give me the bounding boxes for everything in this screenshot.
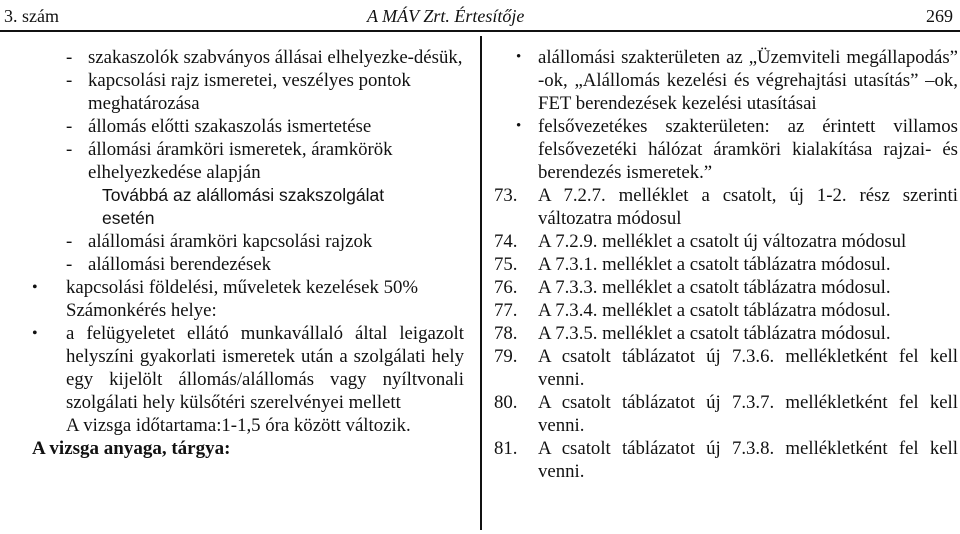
list-item-text: alállomási szakterületen az „Üzemviteli megállapodás” -ok, „Alállomás kezelési és végrehajtási utasítás” –ok, FET berendezések kezelési utasításai [538, 47, 958, 114]
weight-text: kapcsolási földelési, műveletek kezelések 50% [66, 277, 419, 298]
weight-item [32, 276, 464, 299]
numbered-item [494, 299, 958, 322]
numbered-item [494, 437, 958, 483]
numbered-item [494, 276, 958, 299]
numbered-item [494, 391, 958, 437]
list-item [0, 69, 464, 115]
numbered-item [494, 345, 958, 391]
item-text: A 7.3.4. melléklet a csatolt táblázatra módosul. [538, 300, 891, 321]
dash-marker: - [66, 116, 73, 137]
bullet-marker: • [516, 118, 522, 134]
list-item [494, 115, 958, 184]
item-number: 77. [494, 300, 518, 321]
page-number: 269 [926, 6, 953, 26]
exam-heading: A vizsga anyaga, tárgya: [32, 438, 231, 459]
exam-duration: A vizsga időtartama:1-1,5 óra között változik. [66, 415, 411, 436]
header-rule [0, 30, 960, 32]
item-number: 74. [494, 231, 518, 252]
item-text: A 7.2.7. melléklet a csatolt, új 1-2. rész szerinti változatra módosul [538, 185, 958, 229]
right-column [494, 46, 958, 483]
list-item-text: állomási áramköri ismeretek, áramkörök elhelyezkedése alapján [88, 139, 393, 183]
list-item [0, 230, 464, 253]
list-item-text: állomás előtti szakaszolás ismertetése [88, 116, 372, 137]
item-number: 73. [494, 185, 518, 206]
accountability-label: Számonkérés helye: [66, 300, 217, 321]
item-text: A csatolt táblázatot új 7.3.6. mellékletként fel kell venni. [538, 346, 958, 390]
dash-marker: - [66, 47, 73, 68]
item-text: A 7.3.5. melléklet a csatolt táblázatra módosul. [538, 323, 891, 344]
numbered-item [494, 230, 958, 253]
item-text: A 7.3.1. melléklet a csatolt táblázatra módosul. [538, 254, 891, 275]
accountability-text: a felügyeletet ellátó munkavállaló által leigazolt helyszíni gyakorlati ismeretek után a szolgálati hely egy kijelölt állomás/alállomás vagy nyíltvonali szolgálati hely külsőtéri szerelvényei mellett [66, 323, 464, 413]
bullet-marker: • [32, 279, 38, 296]
bullet-marker: • [516, 49, 522, 65]
column-divider [480, 36, 482, 530]
item-text: A csatolt táblázatot új 7.3.8. mellékletként fel kell venni. [538, 438, 958, 482]
item-text: A csatolt táblázatot új 7.3.7. mellékletként fel kell venni. [538, 392, 958, 436]
list-item-text: kapcsolási rajz ismeretei, veszélyes pontok meghatározása [88, 70, 411, 114]
dash-marker: - [66, 70, 73, 91]
dash-marker: - [66, 254, 73, 275]
item-number: 76. [494, 277, 518, 298]
list-item [494, 46, 958, 115]
item-number: 81. [494, 438, 518, 459]
item-number: 78. [494, 323, 518, 344]
dash-marker: - [66, 231, 73, 252]
list-item [66, 46, 464, 69]
item-number: 75. [494, 254, 518, 275]
numbered-item [494, 184, 958, 230]
page-section-number: 3. szám [4, 6, 59, 26]
item-text: A 7.2.9. melléklet a csatolt új változatra módosul [538, 231, 907, 252]
numbered-item [494, 322, 958, 345]
section-heading: Továbbá az alállomási szakszolgálat esetén [102, 185, 385, 228]
list-item [0, 253, 464, 276]
publication-title: A MÁV Zrt. Értesítője [367, 6, 525, 26]
bullet-marker: • [32, 325, 38, 342]
list-item-text: felsővezetékes szakterületen: az érintett villamos felsővezetéki hálózat áramköri kialakítása rajzai- és berendezés ismeretek.” [538, 116, 958, 183]
accountability-item [32, 322, 464, 414]
list-item-text: alállomási áramköri kapcsolási rajzok [88, 231, 373, 252]
list-item-text: szakaszolók szabványos állásai elhelyezke-désük, [88, 47, 463, 68]
left-column [32, 46, 464, 460]
item-number: 80. [494, 392, 518, 413]
list-item [0, 115, 464, 138]
list-item [0, 138, 464, 184]
item-number: 79. [494, 346, 518, 367]
item-text: A 7.3.3. melléklet a csatolt táblázatra módosul. [538, 277, 891, 298]
list-item-text: alállomási berendezések [88, 254, 272, 275]
dash-marker: - [66, 139, 73, 160]
numbered-item [494, 253, 958, 276]
